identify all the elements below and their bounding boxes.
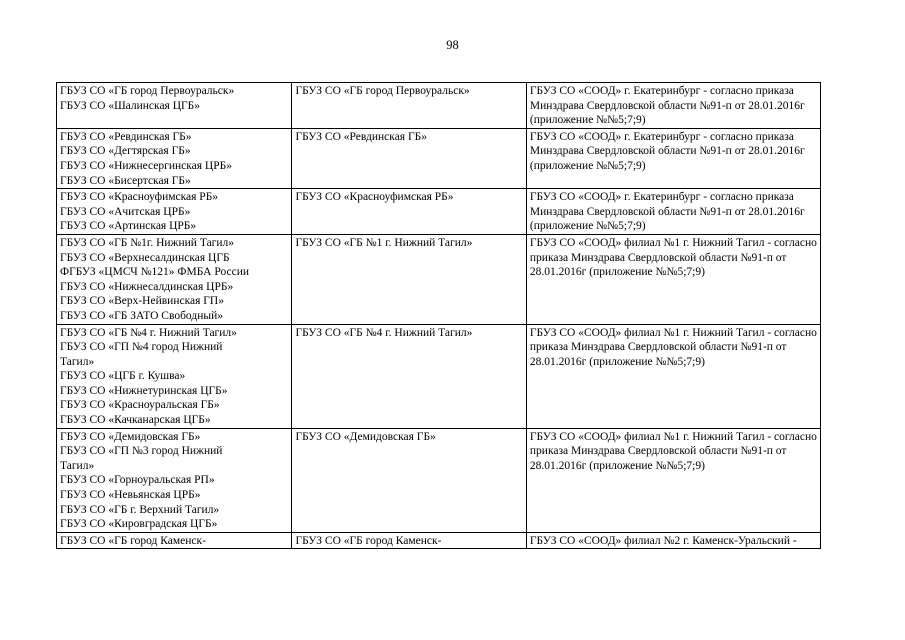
- table-row: [57, 189, 821, 235]
- facility-list-cell: [57, 324, 292, 428]
- facility-list-cell: [57, 532, 292, 549]
- facility-name: ГБУЗ СО «Ачитская ЦРБ»: [60, 205, 191, 218]
- destination-cell: ГБУЗ СО «СООД» г. Екатеринбург - согласно приказа Минздрава Свердловской области №91-п от 28.01.2016г (приложение №№5;7;9): [526, 128, 820, 188]
- facility-name: ГБУЗ СО «ЦГБ г. Кушва»: [60, 370, 186, 383]
- facility-name: ФГБУЗ «ЦМСЧ №121» ФМБА России: [60, 266, 250, 279]
- facility-list-cell: [57, 234, 292, 324]
- facility-list-cell: [57, 428, 292, 532]
- facility-name: ГБУЗ СО «ГБ город Каменск-: [60, 534, 206, 547]
- facility-name: ГБУЗ СО «Бисертская ГБ»: [60, 174, 191, 187]
- facility-name: ГБУЗ СО «Демидовская ГБ»: [60, 430, 201, 443]
- table-row: [57, 234, 821, 324]
- destination-cell: ГБУЗ СО «СООД» г. Екатеринбург - согласно приказа Минздрава Свердловской области №91-п от 28.01.2016г (приложение №№5;7;9): [526, 189, 820, 235]
- facility-name: ГБУЗ СО «Верхнесалдинская ЦГБ: [60, 251, 230, 264]
- referring-facility-cell: ГБУЗ СО «Демидовская ГБ»: [292, 428, 526, 532]
- facility-name: ГБУЗ СО «Кировградская ЦГБ»: [60, 518, 218, 531]
- referring-facility-cell: ГБУЗ СО «Красноуфимская РБ»: [292, 189, 526, 235]
- facility-name: ГБУЗ СО «ГП №4 город Нижний: [60, 341, 223, 354]
- facility-name: ГБУЗ СО «Ревдинская ГБ»: [60, 130, 192, 143]
- referring-facility-cell: ГБУЗ СО «ГБ №4 г. Нижний Тагил»: [292, 324, 526, 428]
- facility-list-cell: [57, 83, 292, 129]
- referring-facility-cell: ГБУЗ СО «ГБ город Первоуральск»: [292, 83, 526, 129]
- table-body: [57, 83, 821, 549]
- facility-name: ГБУЗ СО «ГБ ЗАТО Свободный»: [60, 309, 223, 322]
- facility-name: ГБУЗ СО «Артинская ЦРБ»: [60, 220, 197, 233]
- routing-table: [56, 82, 821, 549]
- facility-name: ГБУЗ СО «Нижнесергинская ЦРБ»: [60, 159, 232, 172]
- facility-name: Тагил»: [60, 459, 95, 472]
- table-row: [57, 83, 821, 129]
- facility-name: ГБУЗ СО «ГБ г. Верхний Тагил»: [60, 503, 220, 516]
- destination-cell: ГБУЗ СО «СООД» филиал №1 г. Нижний Тагил - согласно приказа Минздрава Свердловской области №91-п от 28.01.2016г (приложение №№5;7;9): [526, 324, 820, 428]
- facility-name: ГБУЗ СО «Верх-Нейвинская ГП»: [60, 295, 224, 308]
- facility-name: ГБУЗ СО «Дегтярская ГБ»: [60, 145, 191, 158]
- facility-name: Тагил»: [60, 355, 95, 368]
- facility-name: ГБУЗ СО «Красноуральская ГБ»: [60, 399, 220, 412]
- facility-name: ГБУЗ СО «ГБ город Первоуральск»: [60, 85, 235, 97]
- table-row: [57, 532, 821, 549]
- destination-cell: ГБУЗ СО «СООД» филиал №2 г. Каменск-Уральский -: [526, 532, 820, 549]
- destination-cell: ГБУЗ СО «СООД» филиал №1 г. Нижний Тагил - согласно приказа Минздрава Свердловской области №91-п от 28.01.2016г (приложение №№5;7;9): [526, 234, 820, 324]
- facility-name: ГБУЗ СО «Горноуральская РП»: [60, 474, 215, 487]
- facility-name: ГБУЗ СО «Качканарская ЦГБ»: [60, 414, 211, 427]
- destination-cell: ГБУЗ СО «СООД» филиал №1 г. Нижний Тагил - согласно приказа Минздрава Свердловской области №91-п от 28.01.2016г (приложение №№5;7;9): [526, 428, 820, 532]
- referring-facility-cell: ГБУЗ СО «ГБ №1 г. Нижний Тагил»: [292, 234, 526, 324]
- table-row: [57, 324, 821, 428]
- facility-name: ГБУЗ СО «Нижнетуринская ЦГБ»: [60, 384, 228, 397]
- referring-facility-cell: ГБУЗ СО «Ревдинская ГБ»: [292, 128, 526, 188]
- facility-list-cell: [57, 189, 292, 235]
- table-row: [57, 428, 821, 532]
- facility-name: ГБУЗ СО «Красноуфимская РБ»: [60, 191, 219, 204]
- facility-name: ГБУЗ СО «Шалинская ЦГБ»: [60, 99, 201, 112]
- facility-name: ГБУЗ СО «Невьянская ЦРБ»: [60, 489, 201, 502]
- facility-list-cell: [57, 128, 292, 188]
- facility-name: ГБУЗ СО «ГБ №1г. Нижний Тагил»: [60, 236, 235, 249]
- referring-facility-cell: ГБУЗ СО «ГБ город Каменск-: [292, 532, 526, 549]
- table-row: [57, 128, 821, 188]
- page-number: 98: [446, 38, 459, 52]
- facility-name: ГБУЗ СО «ГБ №4 г. Нижний Тагил»: [60, 326, 237, 339]
- facility-name: ГБУЗ СО «Нижнесалдинская ЦРБ»: [60, 280, 234, 293]
- facility-name: ГБУЗ СО «ГП №3 город Нижний: [60, 445, 223, 458]
- destination-cell: ГБУЗ СО «СООД» г. Екатеринбург - согласно приказа Минздрава Свердловской области №91-п от 28.01.2016г (приложение №№5;7;9): [526, 83, 820, 129]
